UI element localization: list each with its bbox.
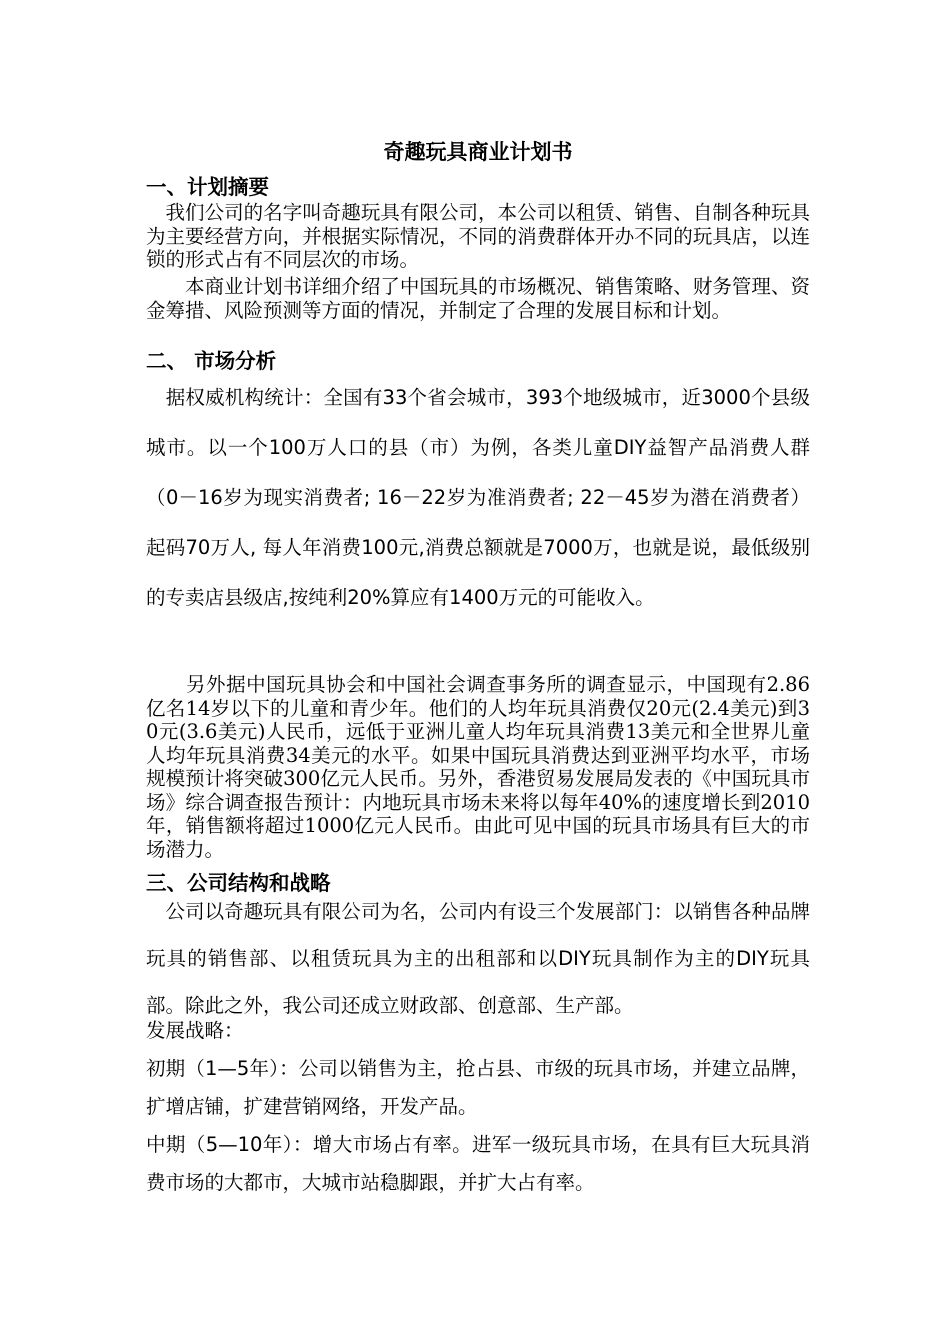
market-paragraph-1: 据权威机构统计：全国有33个省会城市，393个地级城市，近3000个县级城市。以一个100万人口的县（市）为例，各类儿童DIY益智产品消费人群（0－16岁为现实消费者; 16－22岁为准消费者; 22－45岁为潜在消费者）起码70万人, 每人年消费100元,消费总额就是7000万，也就是说，最低级别的专卖店县级店,按纯利20%算应有1400万元的可能收入。 — [146, 386, 810, 609]
strategy-early-phase: 初期（1—5年）：公司以销售为主，抢占县、市级的玩具市场，并建立品牌，扩增店铺，扩建营销网络，开发产品。 — [146, 1057, 810, 1118]
summary-paragraph-2: 本商业计划书详细介绍了中国玩具的市场概况、销售策略、财务管理、资金筹措、风险预测等方面的情况，并制定了合理的发展目标和计划。 — [146, 275, 810, 322]
structure-paragraph-1: 公司以奇趣玩具有限公司为名，公司内有设三个发展部门：以销售各种品牌玩具的销售部、以租赁玩具为主的出租部和以DIY玩具制作为主的DIY玩具部。除此之外，我公司还成立财政部、创意部、生产部。 — [146, 900, 810, 1017]
document-title: 奇趣玩具商业计划书 — [383, 140, 573, 164]
market-paragraph-2: 另外据中国玩具协会和中国社会调查事务所的调查显示，中国现有2.86亿名14岁以下的儿童和青少年。他们的人均年玩具消费仅20元(2.4美元)到30元(3.6美元)人民币，远低于亚洲儿童人均年玩具消费13美元和全世界儿童人均年玩具消费34美元的水平。如果中国玩具消费达到亚洲平均水平，市场规模预计将突破300亿元人民币。另外，香港贸易发展局发表的《中国玩具市场》综合调查报告预计：内地玩具市场未来将以每年40%的速度增长到2010年，销售额将超过1000亿元人民币。由此可见中国的玩具市场具有巨大的市场潜力。 — [146, 673, 810, 861]
strategy-mid-phase: 中期（5—10年）：增大市场占有率。进军一级玩具市场，在具有巨大玩具消费市场的大都市，大城市站稳脚跟，并扩大占有率。 — [146, 1133, 810, 1194]
section-heading-summary: 一、计划摘要 — [146, 175, 269, 199]
summary-paragraph-1: 我们公司的名字叫奇趣玩具有限公司，本公司以租赁、销售、自制各种玩具为主要经营方向，并根据实际情况，不同的消费群体开办不同的玩具店，以连锁的形式占有不同层次的市场。 — [146, 201, 810, 271]
strategy-label: 发展战略： — [146, 1019, 244, 1042]
section-heading-structure: 三、公司结构和战略 — [146, 871, 331, 895]
section-heading-market: 二、 市场分析 — [146, 349, 277, 373]
